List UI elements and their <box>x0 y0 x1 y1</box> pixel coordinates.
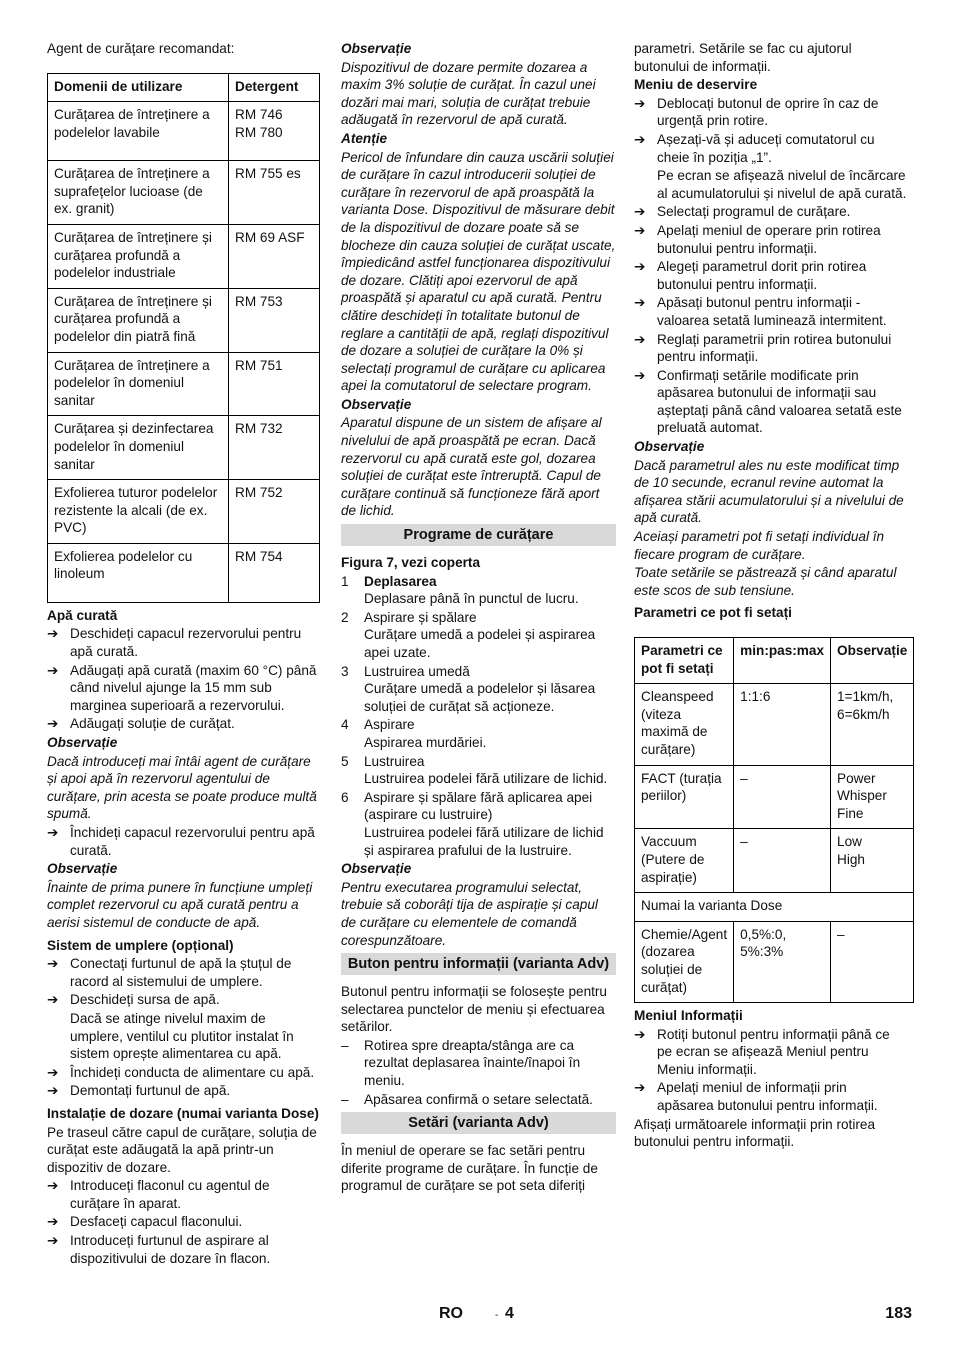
list-item-text: Așezați-vă și aduceți comutatorul cu cheie în poziția „1”. <box>657 131 875 165</box>
note-text: Dispozitivul de dozare permite dozarea a maxim 3% soluție de curățat. În cazul unei dozări mai mari, soluția de curățat trebuie adăugată în rezervorul de apă curată. <box>341 59 596 128</box>
table-cell: Exfolierea tuturor podelelor rezistente la alcali (de ex. PVC) <box>48 480 229 544</box>
program-desc: Lustruirea podelei fără utilizare de lichid. <box>364 771 608 787</box>
table-cell: Exfolierea podelelor cu linoleum <box>48 543 229 602</box>
arrow-icon: ➔ <box>47 1233 59 1249</box>
note-text: Dacă introduceți mai întâi agent de curățare și apoi apă în rezervorul agentului de curățare, prin acesta se poate produce multă spumă. <box>47 753 317 822</box>
table-row <box>635 684 914 765</box>
program-title: Aspirare <box>364 717 415 733</box>
program-desc: Curățare umedă a podelelor și lăsarea soluției de curățat să acționeze. <box>364 681 596 714</box>
list-item-text: Deschideți capacul rezervorului pentru apă curată. <box>70 626 302 660</box>
list-item <box>47 1232 320 1267</box>
table-row <box>48 288 320 352</box>
section-title: Apă curată <box>47 607 118 623</box>
table-cell: Curățarea de întreținere a suprafețelor lucioase (de ex. granit) <box>48 161 229 225</box>
table-cell: RM 732 <box>229 416 320 480</box>
note-text: Aceiași parametri pot fi setați individual în fiecare program de curățare. <box>634 529 885 562</box>
note-text: Aparatul dispune de un sistem de afișare al nivelului de apă proaspătă pe ecran. Dacă rezervorul cu apă curată este gol, dozarea soluției de curățat este întreruptă. Capul de curățare continuă să funcționeze fără aport de lichid. <box>341 415 602 519</box>
table-cell: Chemie/Agent (dozarea soluției de curățat) <box>635 921 734 1002</box>
table-cell: – <box>831 921 914 1002</box>
list-item <box>47 715 320 733</box>
language-code: RO <box>439 1305 463 1322</box>
parameters-table <box>634 637 914 1003</box>
detergent-table <box>47 73 320 603</box>
arrow-icon: ➔ <box>634 95 646 111</box>
arrow-icon: ➔ <box>634 331 646 347</box>
warning-text: Pericol de înfundare din cauza uscării soluției de curățare în cazul introducerii soluției de curățare în rezervorul de apă proaspătă la varianta Dose. Dispozitivul de măsurare debit de la dispozitivul de dozare poate să se blocheze din cauza soluției de curățat uscate, împiedicând astfel funcționarea dispozitivului de dozare. Clătiți apoi ezervorul de apă proaspătă și aparatul cu apă curată. Pentru clătire deschideți în totalitate butonul de reglare a cantității de apă, reglați dispozitivul de dozare a soluției de curățare la 0% și selectați programul de curățare cu aplicarea apei la comutatorul de selectare program. <box>341 149 616 394</box>
list-item <box>634 222 907 257</box>
dash-icon: – <box>341 1091 349 1107</box>
program-item <box>341 609 616 662</box>
list-item-text: Confirmați setările modificate prin apăsarea butonului de informații sau așteptați până când valoarea setată este preluată automat. <box>657 367 902 436</box>
list-item-text: Apelați meniul de informații prin apăsarea butonului pentru informații. <box>657 1080 878 1114</box>
paragraph: Pe traseul către capul de curățare, soluția de curățat este adăugată la apă printr-un dispozitiv de dozare. <box>47 1124 317 1175</box>
note-title: Observație <box>634 439 705 455</box>
note-text: Pentru executarea programului selectat, trebuie să coborâți tija de aspirație și capul de curățare cu elementele de comandă corespunzătoare. <box>341 879 598 948</box>
header-cell: Parametri ce pot fi setați <box>635 638 734 684</box>
program-desc: Curățare umedă a podelei și aspirarea apei uzate. <box>364 627 596 660</box>
list-item <box>634 1026 907 1079</box>
header-cell: min:pas:max <box>734 638 831 684</box>
table-cell: – <box>734 765 831 829</box>
figure-ref: Figura 7, vezi coperta <box>341 555 481 571</box>
list-item-text: Rotirea spre dreapta/stânga are ca rezultat deplasarea înainte/înapoi în meniu. <box>364 1037 581 1089</box>
table-row <box>48 480 320 544</box>
section-page-number: 4 <box>505 1305 514 1322</box>
list-item-text: Apăsați butonul pentru informații - valoarea setată luminează intermitent. <box>657 295 887 328</box>
list-item-text: Introduceți flaconul cu agentul de curățare în aparat. <box>70 1178 270 1211</box>
table-cell: Curățarea și dezinfectarea podelelor în domeniul sanitar <box>48 416 229 480</box>
arrow-icon: ➔ <box>634 1080 646 1096</box>
note-text: Dacă parametrul ales nu este modificat timp de 10 secunde, ecranul revine automat la afișarea stării acumulatorului și a nivelului de apă curată. <box>634 457 904 526</box>
list-item <box>47 1177 320 1212</box>
section-title: Meniu de deservire <box>634 77 758 93</box>
paragraph: Afișați următoarele informații prin rotirea butonului pentru informații. <box>634 1116 876 1150</box>
arrow-icon: ➔ <box>47 1214 59 1230</box>
program-item <box>341 573 616 608</box>
header-cell: Domenii de utilizare <box>48 73 229 102</box>
program-number: 4 <box>341 717 349 733</box>
list-item-text: Rotiți butonul pentru informații până ce pe ecran se afișează Meniul pentru Meniu informații. <box>657 1026 890 1077</box>
arrow-icon: ➔ <box>47 662 59 678</box>
table-cell: Cleanspeed (viteza maximă de curățare) <box>635 684 734 765</box>
table-cell: RM 755 es <box>229 161 320 225</box>
list-item-text: Adăugați soluție de curățat. <box>70 716 235 732</box>
table-row <box>635 921 914 1002</box>
section-title: Instalație de dozare (numai varianta Dose) <box>47 1105 319 1121</box>
table-cell: Power Whisper Fine <box>831 765 914 829</box>
table-row <box>635 765 914 829</box>
table-cell: Vaccuum (Putere de aspirație) <box>635 829 734 893</box>
list-item <box>634 131 907 166</box>
table-row <box>48 543 320 602</box>
program-item <box>341 663 616 716</box>
list-item <box>47 955 320 990</box>
list-item-text: Selectați programul de curățare. <box>657 204 851 220</box>
list-item <box>47 1064 320 1082</box>
program-item <box>341 789 616 859</box>
program-desc: Deplasare până în punctul de lucru. <box>364 591 579 607</box>
table-cell: 0,5%:0, 5%:3% <box>734 921 831 1002</box>
dash-icon: – <box>341 1037 349 1053</box>
table-row <box>48 102 320 161</box>
program-number: 5 <box>341 753 349 769</box>
page-number: 183 <box>885 1305 912 1322</box>
note-title: Observație <box>47 861 118 877</box>
program-title: Aspirare și spălare <box>364 609 477 625</box>
list-item-text: Deschideți sursa de apă. <box>70 992 220 1008</box>
arrow-icon: ➔ <box>47 626 59 642</box>
list-item <box>47 662 320 715</box>
arrow-icon: ➔ <box>634 204 646 220</box>
program-title: Aspirare și spălare fără aplicarea apei (aspirare cu lustruire) <box>364 789 593 823</box>
program-number: 1 <box>341 573 349 589</box>
list-item-text: Închideți conducta de alimentare cu apă. <box>70 1064 315 1080</box>
arrow-icon: ➔ <box>634 367 646 383</box>
paragraph: parametri. Setările se fac cu ajutorul butonului de informații. <box>634 41 852 74</box>
list-item <box>634 258 907 293</box>
note-title: Observație <box>341 41 412 56</box>
list-item-text: Reglați parametrii prin rotirea butonului pentru informații. <box>657 331 892 365</box>
table-row <box>635 829 914 893</box>
arrow-icon: ➔ <box>634 259 646 275</box>
program-item <box>341 753 616 788</box>
table-cell: RM 746 RM 780 <box>229 102 320 161</box>
program-title: Deplasarea <box>364 573 437 589</box>
arrow-icon: ➔ <box>634 295 646 311</box>
table-cell: RM 754 <box>229 543 320 602</box>
list-note: Dacă se atinge nivelul maxim de umplere, ventilul cu plutitor instalat în sistem oprește alimentarea cu apă. <box>70 1010 294 1062</box>
note-text: Înainte de prima punere în funcțiune umpleți complet rezervorul cu apă curată pentru a aerisi sistemul de conducte de apă. <box>47 879 313 930</box>
list-item-text: Alegeți parametrul dorit prin rotirea butonului pentru informații. <box>657 259 867 292</box>
table-cell: RM 751 <box>229 352 320 416</box>
list-item <box>47 991 320 1009</box>
section-header: Programe de curățare <box>341 524 616 546</box>
note-title: Observație <box>47 735 118 751</box>
table-cell: Curățarea de întreținere și curățarea profundă a podelelor industriale <box>48 224 229 288</box>
table-cell: RM 69 ASF <box>229 224 320 288</box>
list-item <box>634 331 907 366</box>
table-cell: RM 753 <box>229 288 320 352</box>
list-note: Pe ecran se afișează nivelul de încărcare al acumulatorului și nivelul de apă curată. <box>657 168 907 201</box>
list-item <box>341 1037 616 1090</box>
list-item <box>634 1079 907 1114</box>
paragraph: Butonul pentru informații se folosește pentru selectarea punctelor de meniu și efectuarea setărilor. <box>341 984 607 1035</box>
list-item-text: Desfaceți capacul flaconului. <box>70 1214 243 1230</box>
table-row <box>48 352 320 416</box>
program-number: 3 <box>341 663 349 679</box>
section-title: Sistem de umplere (opțional) <box>47 937 234 953</box>
program-title: Lustruirea umedă <box>364 663 470 679</box>
list-item-text: Adăugați apă curată (maxim 60 °C) până când nivelul ajunge la 15 mm sub marginea superioară a rezervorului. <box>70 662 317 713</box>
list-item-text: Deblocați butonul de oprire în caz de urgență prin rotire. <box>657 95 879 129</box>
section-title: Parametri ce pot fi setați <box>634 605 792 621</box>
list-item <box>341 1091 616 1109</box>
header-cell: Detergent <box>229 73 320 102</box>
list-item <box>634 203 907 221</box>
arrow-icon: ➔ <box>47 1083 59 1099</box>
table-row <box>48 161 320 225</box>
arrow-icon: ➔ <box>47 825 59 840</box>
program-desc: Lustruirea podelei fără utilizare de lichid și aspirarea prafului de la lustruire. <box>364 824 604 858</box>
note-text: Toate setările se păstrează și când aparatul este scos de sub tensiune. <box>634 565 897 598</box>
list-item-text: Apăsarea confirmă o setare selectată. <box>364 1091 593 1107</box>
note-title: Observație <box>341 396 412 412</box>
list-item <box>47 625 320 660</box>
table-row <box>48 224 320 288</box>
column-1 <box>47 40 320 1268</box>
arrow-icon: ➔ <box>634 131 646 147</box>
arrow-icon: ➔ <box>634 1026 646 1042</box>
table-cell: Curățarea de întreținere și curățarea profundă a podelelor din piatră fină <box>48 288 229 352</box>
column-3 <box>634 40 907 1152</box>
arrow-icon: ➔ <box>47 992 59 1008</box>
arrow-icon: ➔ <box>47 956 59 972</box>
warning-title: Atenție <box>341 130 388 146</box>
list-item-text: Introduceți furtunul de aspirare al dispozitivului de dozare în flacon. <box>70 1233 271 1266</box>
table-cell: RM 752 <box>229 480 320 544</box>
arrow-icon: ➔ <box>634 222 646 238</box>
section-title: Meniul Informații <box>634 1008 743 1024</box>
table-row <box>635 893 914 922</box>
page-separator: - <box>495 1310 499 1321</box>
table-cell: Low High <box>831 829 914 893</box>
arrow-icon: ➔ <box>47 1064 59 1080</box>
note-title: Observație <box>341 861 412 877</box>
program-number: 2 <box>341 609 349 625</box>
list-item <box>47 1082 320 1100</box>
page-footer <box>0 1305 954 1329</box>
list-item <box>634 294 907 329</box>
table-span-cell: Numai la varianta Dose <box>635 893 914 922</box>
table-cell: FACT (turația periilor) <box>635 765 734 829</box>
column-2 <box>341 40 616 1196</box>
table-row <box>48 416 320 480</box>
table-cell: Curățarea de întreținere a podelelor în domeniul sanitar <box>48 352 229 416</box>
intro-text: Agent de curățare recomandat: <box>47 41 235 56</box>
list-item <box>634 367 907 437</box>
list-item: ➔ Închideți capacul rezervorului pentru apă curată. <box>47 825 315 858</box>
section-header: Buton pentru informații (varianta Adv) <box>341 953 616 975</box>
arrow-icon: ➔ <box>47 716 59 732</box>
table-cell: 1:1:6 <box>734 684 831 765</box>
arrow-icon: ➔ <box>47 1178 59 1194</box>
paragraph: În meniul de operare se fac setări pentru diferite programe de curățare. În funcție de programul de curățare se pot seta diferiți <box>341 1143 598 1194</box>
list-item <box>634 95 907 130</box>
list-item-text: Apelați meniul de operare prin rotirea butonului pentru informații. <box>657 222 881 256</box>
header-cell: Observație <box>831 638 914 684</box>
table-cell: – <box>734 829 831 893</box>
section-header: Setări (varianta Adv) <box>341 1112 616 1134</box>
program-item <box>341 716 616 751</box>
program-number: 6 <box>341 789 349 805</box>
list-item <box>47 1213 320 1231</box>
list-item-text: Demontați furtunul de apă. <box>70 1083 231 1099</box>
table-cell: 1=1km/h, 6=6km/h <box>831 684 914 765</box>
table-cell: Curățarea de întreținere a podelelor lavabile <box>48 102 229 161</box>
list-item-text: Conectați furtunul de apă la ștuțul de racord al sistemului de umplere. <box>70 956 292 989</box>
program-title: Lustruirea <box>364 753 425 769</box>
program-desc: Aspirarea murdăriei. <box>364 734 487 750</box>
